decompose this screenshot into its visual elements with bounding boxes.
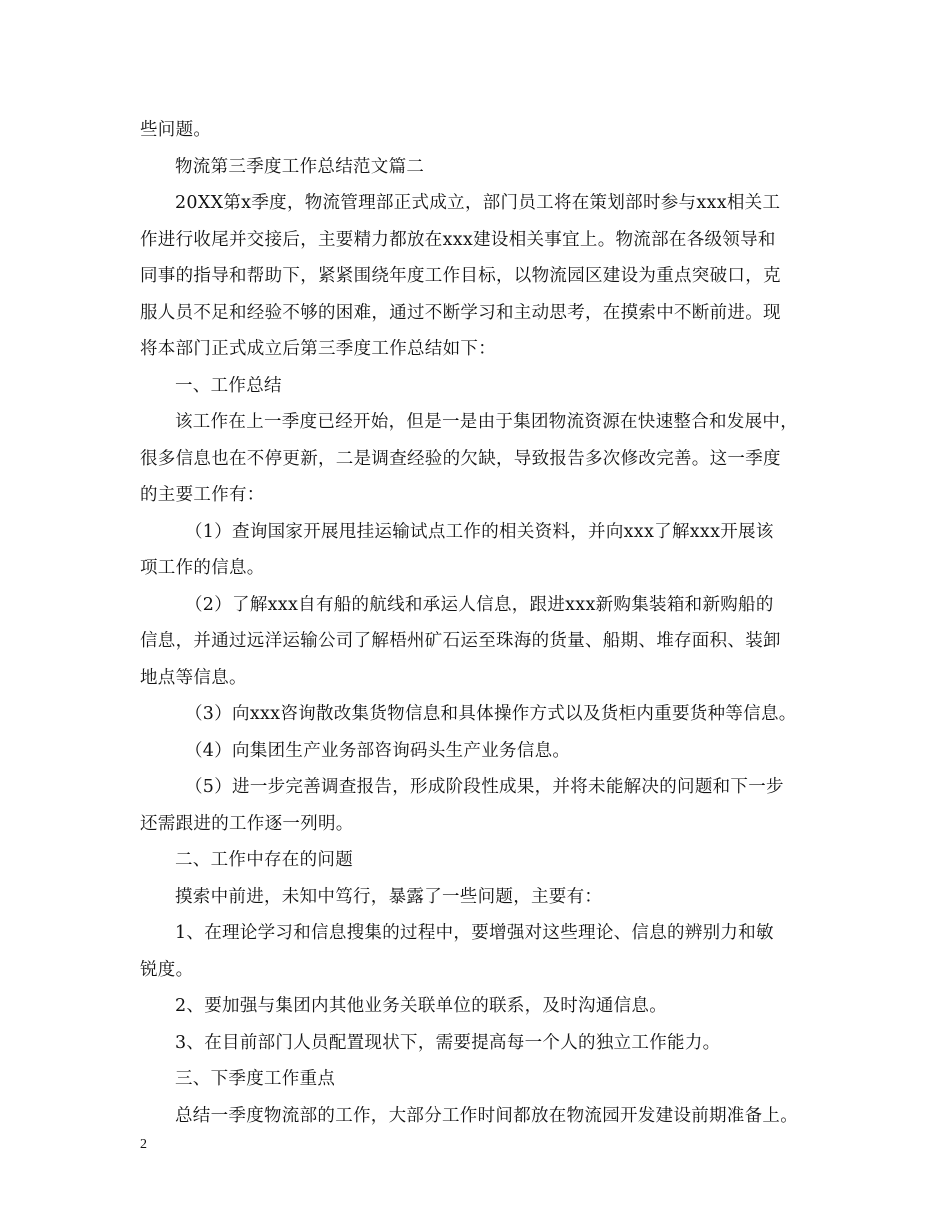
- section-heading: 二、工作中存在的问题: [175, 850, 353, 870]
- page-number: 2: [140, 1137, 147, 1152]
- section-heading: 三、下季度工作重点: [175, 1069, 336, 1089]
- list-item: 3、在目前部门人员配置现状下，需要提高每一个人的独立工作能力。: [175, 1032, 721, 1053]
- text-line: 很多信息也在不停更新，二是调查经验的欠缺，导致报告多次修改完善。这一季度: [140, 448, 781, 469]
- section-heading: 一、工作总结: [175, 375, 282, 396]
- text-line: 该工作在上一季度已经开始，但是一是由于集团物流资源在快速整合和发展中，: [175, 412, 798, 432]
- list-item: （5）进一步完善调查报告，形成阶段性成果，并将未能解决的问题和下一步: [185, 777, 784, 797]
- text-line: 作进行收尾并交接后，主要精力都放在xxx建设相关事宜上。物流部在各级领导和: [140, 229, 776, 250]
- text-line: 些问题。: [140, 120, 212, 140]
- document-body: [140, 112, 816, 1134]
- text-line: 服人员不足和经验不够的困难，通过不断学习和主动思考，在摸索中不断前进。现: [140, 302, 781, 323]
- text-line: 锐度。: [140, 959, 194, 980]
- list-item: 1、在理论学习和信息搜集的过程中，要增强对这些理论、信息的辨别力和敏: [175, 923, 774, 943]
- list-item: （4）向集团生产业务部咨询码头生产业务信息。: [185, 740, 571, 761]
- list-item: （2）了解xxx自有船的航线和承运人信息，跟进xxx新购集装箱和新购船的: [185, 594, 774, 615]
- text-line: 摸索中前进，未知中笃行，暴露了一些问题，主要有：: [175, 886, 603, 907]
- list-item: 2、要加强与集团内其他业务关联单位的联系，及时沟通信息。: [175, 996, 668, 1016]
- list-item: （3）向xxx咨询散改集货物信息和具体操作方式以及货柜内重要货种等信息。: [185, 704, 797, 724]
- text-line: 信息，并通过远洋运输公司了解梧州矿石运至珠海的货量、船期、堆存面积、装卸: [140, 631, 781, 651]
- text-line: 项工作的信息。: [140, 558, 265, 578]
- text-line: 将本部门正式成立后第三季度工作总结如下：: [140, 339, 496, 359]
- text-line: 的主要工作有：: [140, 485, 265, 505]
- text-line: 还需跟进的工作逐一列明。: [140, 813, 354, 834]
- list-item: （1）查询国家开展甩挂运输试点工作的相关资料，并向xxx了解xxx开展该: [185, 521, 774, 542]
- text-line: 总结一季度物流部的工作，大部分工作时间都放在物流园开发建设前期准备上。: [175, 1105, 798, 1126]
- text-line: 地点等信息。: [140, 667, 247, 688]
- text-line: 20XX第x季度，物流管理部正式成立，部门员工将在策划部时参与xxx相关工: [175, 193, 781, 213]
- text-line: 同事的指导和帮助下，紧紧围绕年度工作目标，以物流园区建设为重点突破口，克: [140, 266, 781, 286]
- section-heading: 物流第三季度工作总结范文篇二: [175, 156, 425, 177]
